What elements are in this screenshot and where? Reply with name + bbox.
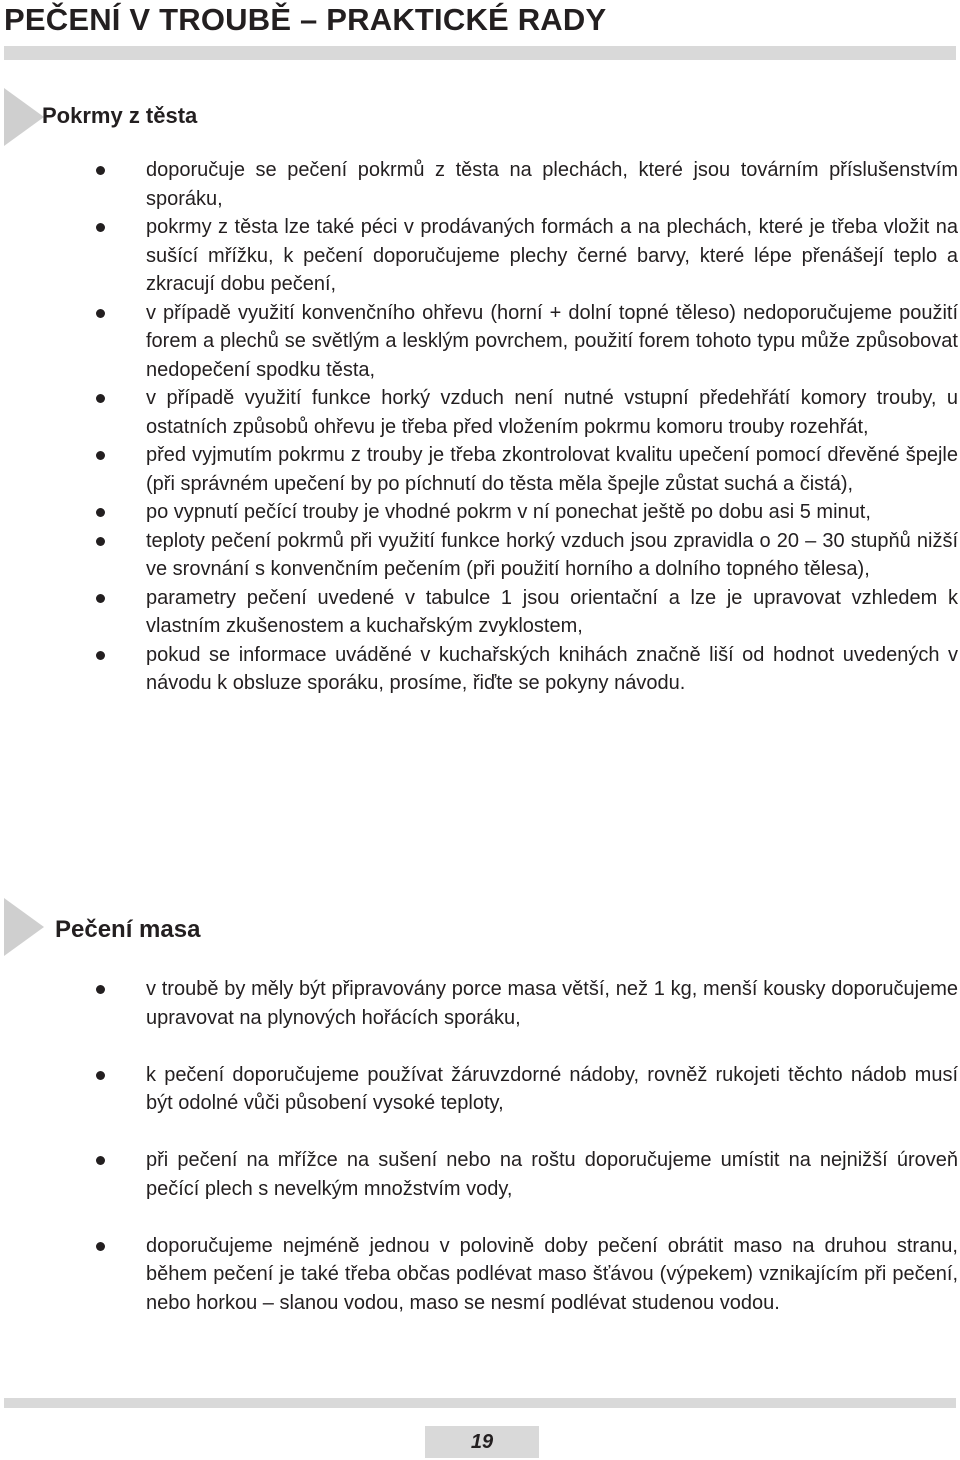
list-item: pokud se informace uváděné v kuchařských knihách značně liší od hodnot uvedených v návodu k obsluze sporáku, prosíme, řiďte se pokyny návodu. [146,641,958,698]
bullet-icon [96,537,105,546]
list-item: pokrmy z těsta lze také péci v prodávaných formách a na plechách, které je třeba vložit na sušící mřížku, k pečení doporučujeme plechy černé barvy, které lépe přenášejí teplo a zkracují dobu pečení, [146,213,958,299]
bullet-icon [96,394,105,403]
page-number: 19 [425,1426,539,1458]
list-item: parametry pečení uvedené v tabulce 1 jsou orientační a lze je upravovat vzhledem k vlastním zkušenostem a kuchařským zvyklostem, [146,584,958,641]
list-item: doporučuje se pečení pokrmů z těsta na plechách, které jsou továrním příslušenstvím sporáku, [146,156,958,213]
bullet-icon [96,166,105,175]
bullet-list-meat [146,975,958,1317]
list-item: v případě využití funkce horký vzduch není nutné vstupní předehřátí komory trouby, u ostatních způsobů ohřevu je třeba před vložením pokrmu komoru trouby rozehřát, [146,384,958,441]
bullet-list-dough [146,156,958,698]
list-item: před vyjmutím pokrmu z trouby je třeba zkontrolovat kvalitu upečení pomocí dřevěné špejle (při správném upečení by po píchnutí do těsta měla špejle zůstat suchá a čistá), [146,441,958,498]
bullet-icon [96,508,105,517]
section-heading-dough: Pokrmy z těsta [42,103,198,128]
footer-rule [4,1398,956,1408]
list-item: po vypnutí pečící trouby je vhodné pokrm v ní ponechat ještě po dobu asi 5 minut, [146,498,958,527]
section-heading-meat: Pečení masa [55,916,201,943]
page-title: PEČENÍ V TROUBĚ – PRAKTICKÉ RADY [4,2,607,37]
bullet-icon [96,1071,105,1080]
section-marker-triangle [4,88,44,146]
bullet-icon [96,223,105,232]
title-rule [4,46,956,60]
list-item: doporučujeme nejméně jednou v polovině doby pečení obrátit maso na druhou stranu, během pečení je také třeba občas podlévat maso šťávou (výpekem) vznikajícím při pečení, nebo horkou – slanou vodou, maso se nesmí podlévat studenou vodou. [146,1232,958,1318]
list-item: v troubě by měly být připravovány porce masa větší, než 1 kg, menší kousky doporučujeme upravovat na plynových hořácích sporáku, [146,975,958,1032]
list-item: teploty pečení pokrmů při využití funkce horký vzduch jsou zpravidla o 20 – 30 stupňů nižší ve srovnání s konvenčním pečením (při použití horního a dolního topného tělesa), [146,527,958,584]
bullet-icon [96,451,105,460]
bullet-icon [96,1242,105,1251]
list-item: k pečení doporučujeme používat žáruvzdorné nádoby, rovněž rukojeti těchto nádob musí být odolné vůči působení vysoké teploty, [146,1061,958,1118]
bullet-icon [96,1156,105,1165]
bullet-icon [96,651,105,660]
list-item: v případě využití konvenčního ohřevu (horní + dolní topné těleso) nedoporučujeme použití forem a plechů se světlým a lesklým povrchem, použití forem tohoto typu může způsobovat nedopečení spodku těsta, [146,299,958,385]
list-item: při pečení na mřížce na sušení nebo na roštu doporučujeme umístit na nejnižší úroveň pečící plech s nevelkým množstvím vody, [146,1146,958,1203]
bullet-icon [96,309,105,318]
bullet-icon [96,594,105,603]
bullet-icon [96,985,105,994]
section-marker-triangle [4,898,44,956]
